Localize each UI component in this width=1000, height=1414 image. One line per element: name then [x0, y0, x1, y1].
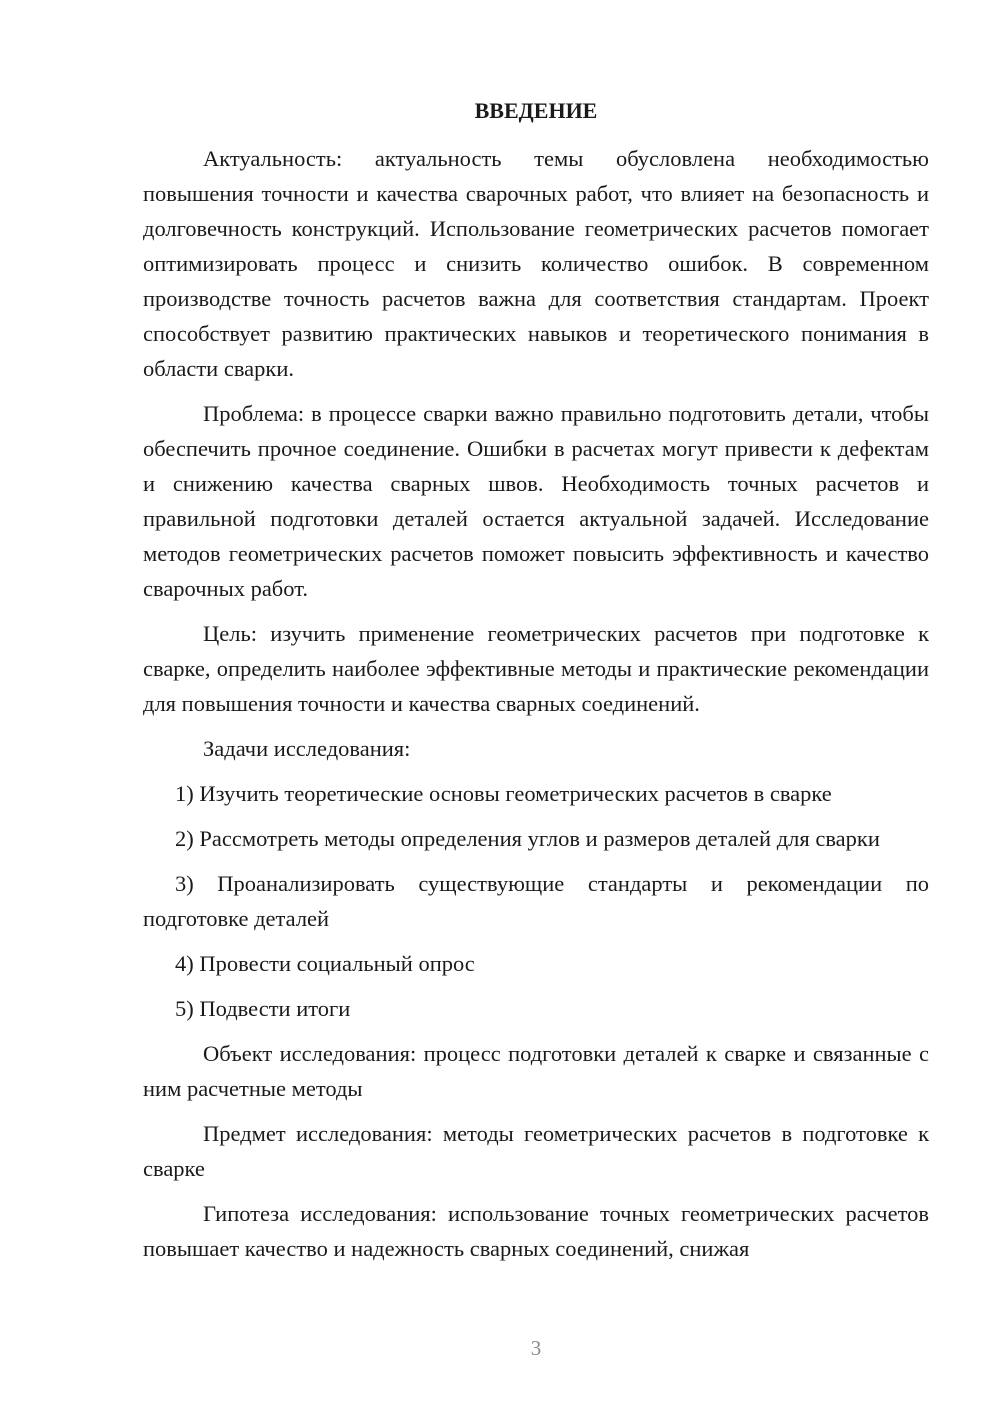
paragraph-object: Объект исследования: процесс подготовки деталей к сварке и связанные с ним расчетные методы	[143, 1041, 929, 1101]
paragraph-hypothesis: Гипотеза исследования: использование точных геометрических расчетов повышает качество и надежность сварных соединений, снижая	[143, 1201, 929, 1261]
task-item-1: 1) Изучить теоретические основы геометрических расчетов в сварке	[175, 781, 832, 806]
paragraph-problem: Проблема: в процессе сварки важно правильно подготовить детали, чтобы обеспечить прочное соединение. Ошибки в расчетах могут привести к дефектам и снижению качества сварных швов. Необходимость точных расчетов и правильной подготовки деталей остается актуальной задачей. Исследование методов геометрических расчетов поможет повысить эффективность и качество сварочных работ.	[143, 401, 929, 601]
task-item-2: 2) Рассмотреть методы определения углов и размеров деталей для сварки	[175, 826, 880, 851]
paragraph-relevance: Актуальность: актуальность темы обусловлена необходимостью повышения точности и качества сварочных работ, что влияет на безопасность и долговечность конструкций. Использование геометрических расчетов помогает оптимизировать процесс и снизить количество ошибок. В современном производстве точность расчетов важна для соответствия стандартам. Проект способствует развитию практических навыков и теоретического понимания в области сварки.	[143, 146, 929, 381]
document-body	[143, 141, 929, 1276]
page-title: ВВЕДЕНИЕ	[474, 98, 598, 123]
paragraph-tasks-heading: Задачи исследования:	[203, 736, 411, 761]
task-item-3: 3) Проанализировать существующие стандарты и рекомендации по подготовке деталей	[143, 871, 929, 931]
paragraph-subject: Предмет исследования: методы геометрических расчетов в подготовке к сварке	[143, 1121, 929, 1181]
paragraph-goal: Цель: изучить применение геометрических расчетов при подготовке к сварке, определить наиболее эффективные методы и практические рекомендации для повышения точности и качества сварных соединений.	[143, 621, 929, 716]
task-item-5: 5) Подвести итоги	[175, 996, 351, 1021]
task-item-4: 4) Провести социальный опрос	[175, 951, 475, 976]
page-number: 3	[530, 1336, 542, 1360]
document-page	[143, 0, 929, 1414]
